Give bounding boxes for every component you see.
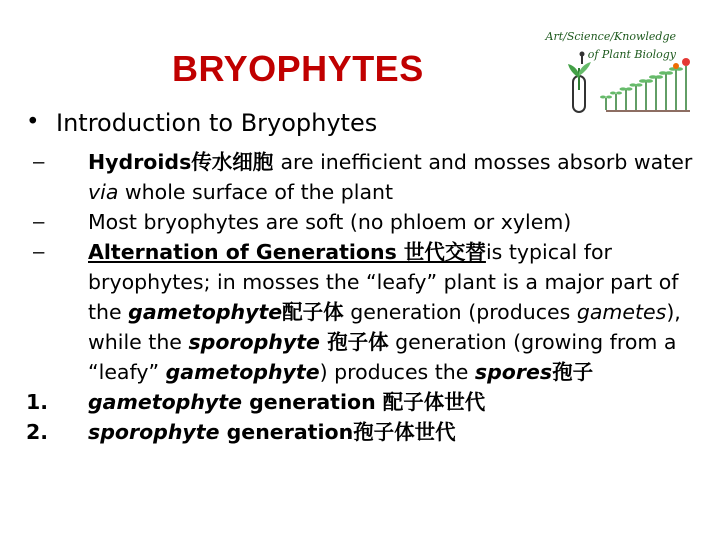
text-run: gametophyte [128, 300, 283, 324]
list-item [26, 147, 716, 207]
logo-caption-line2: of Plant Biology [587, 48, 676, 61]
dash-marker: – [33, 210, 45, 233]
dash-marker: – [33, 240, 45, 263]
text-run: is typical for bryophytes; in mosses the “leafy” plant is a major part of the [88, 240, 679, 324]
number-marker: 1. [26, 390, 49, 414]
text-run: 配子体 [282, 300, 344, 324]
logo [545, 14, 706, 104]
slide-title: BRYOPHYTES [172, 48, 424, 89]
text-run: ) produces the [319, 360, 475, 384]
list-item-text [88, 237, 716, 387]
text-run: whole surface of the plant [118, 180, 394, 204]
text-run: generation孢子体世代 [219, 420, 456, 444]
text-run: ), while the [88, 300, 681, 354]
bullet-dot: • [26, 109, 40, 135]
list-item-text [88, 387, 716, 417]
text-run: sporophyte [188, 330, 320, 354]
text-run: Hydroids传水细胞 [88, 150, 281, 174]
text-run: spores [474, 360, 553, 384]
list-item-text [88, 147, 716, 207]
intro-heading: Introduction to Bryophytes [56, 109, 378, 137]
text-run: generation (produces [343, 300, 577, 324]
logo-caption-line1: Art/Science/Knowledge [545, 30, 676, 43]
text-run: generation (growing from a “leafy” [88, 330, 677, 384]
list-item [26, 237, 716, 387]
text-run: Alternation of Generations 世代交替 [88, 240, 486, 264]
text-run: gametophyte [165, 360, 320, 384]
text-run: 孢子体 [319, 330, 389, 354]
number-marker: 2. [26, 420, 49, 444]
list-item [26, 207, 716, 237]
list-item [26, 417, 716, 447]
text-run: gametes [576, 300, 667, 324]
text-run: generation 配子体世代 [242, 390, 486, 414]
text-run: 孢子 [552, 360, 594, 384]
list-item [26, 387, 716, 417]
list-item-text [88, 207, 716, 237]
text-run: are inefficient and mosses absorb water [280, 150, 693, 174]
text-run: via [88, 180, 119, 204]
plant-growth-icon [566, 50, 706, 120]
dash-marker: – [33, 150, 45, 173]
text-run: gametophyte [88, 390, 242, 414]
list-item-text [88, 417, 716, 447]
text-run: Most bryophytes are soft (no phloem or xylem) [88, 210, 572, 234]
bullet-list [26, 147, 716, 447]
text-run: sporophyte [88, 420, 220, 444]
